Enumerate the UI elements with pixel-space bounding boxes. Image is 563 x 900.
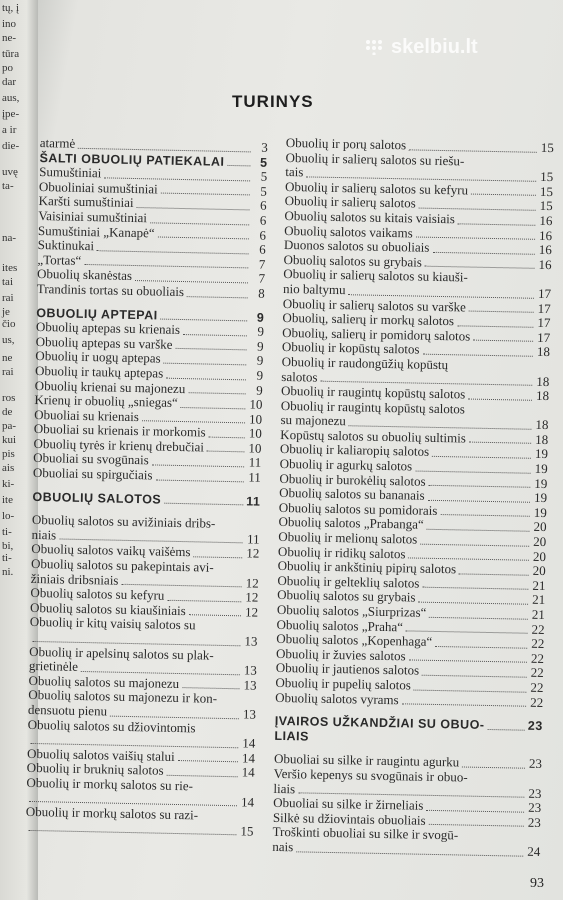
page-number: 93 [530, 876, 544, 891]
toc-entry-title: ŠALTI OBUOLIŲ PATIEKALAI [39, 150, 225, 169]
dot-leader [432, 252, 534, 255]
toc-entry-page: 6 [259, 198, 267, 214]
toc-entry-title: Trandinis tortas su obuoliais [36, 280, 185, 299]
dot-leader [428, 500, 530, 503]
toc-entry-title: Obuolių ir gelteklių salotos [277, 572, 420, 591]
toc-entry-title: Obuoliai su spirgučiais [32, 464, 153, 483]
prev-page-fragment: je [2, 306, 10, 318]
prev-page-fragment: pis [2, 448, 15, 460]
prev-page-fragment: ites [2, 262, 18, 274]
toc-entry-title: Obuolių ir raugintų kopūstų salotos [280, 397, 466, 417]
toc-entry-page: 10 [248, 411, 263, 427]
prev-page-fragment: tai [2, 276, 13, 288]
toc-entry-page: 18 [535, 417, 549, 433]
toc-entry-page: 12 [245, 575, 259, 591]
toc-entry-page: 10 [249, 396, 263, 412]
toc-entry-title: Obuolių ir salierų salotos su kefyru [284, 178, 469, 198]
toc-entry-page: 23 [527, 814, 542, 830]
toc-entry-page: 9 [256, 338, 264, 354]
toc-entry-title: Silkė su džiovintais obuoliais [272, 809, 426, 828]
dot-leader [227, 165, 250, 166]
dot-leader [167, 600, 241, 603]
toc-entry-title: Obuolių krienai su majonezu [34, 377, 186, 396]
dot-leader [150, 222, 249, 225]
toc-entry-page: 20 [532, 548, 547, 564]
toc-entry-page: 17 [537, 314, 551, 331]
watermark-text: skelbiu.lt [391, 36, 478, 58]
toc-entry-title: Obuolių salotos „Praha“ [276, 616, 404, 634]
prev-page-fragment: a ir [2, 124, 17, 136]
prev-page-fragment: de [2, 406, 13, 418]
toc-entry-page: 15 [540, 169, 554, 185]
toc-entry-title: Obuolių salotos vaikų vaišėms [31, 541, 191, 560]
toc-entry-title: Krienų ir obuolių „sniegas“ [34, 392, 178, 411]
toc-entry-page: 19 [534, 446, 549, 462]
toc-entry-page: 11 [246, 531, 260, 547]
toc-entry-title: Obuolių aptepas su varške [35, 333, 173, 352]
dot-leader [207, 451, 245, 453]
prev-page-fragment: bi, [2, 540, 14, 552]
toc-entry-title: OBUOLIŲ APTEPAI [36, 305, 158, 323]
prev-page-fragment: pa- [2, 420, 17, 432]
toc-entry-page: 12 [246, 545, 260, 562]
dot-leader [414, 689, 527, 692]
toc-entry-page: 19 [534, 475, 548, 491]
dot-leader [166, 775, 237, 777]
toc-entry-page: 13 [243, 662, 258, 678]
toc-entry-title: niais [31, 526, 57, 543]
toc-entry-page: 5 [260, 183, 268, 199]
toc-entry-title: tais [285, 164, 304, 180]
toc-entry-page: 14 [242, 735, 256, 751]
dot-leader [418, 602, 528, 605]
toc-entry-title: žiniais dribsniais [30, 570, 119, 588]
dot-leader [183, 334, 247, 336]
toc-entry-title: densuotu pienu [27, 701, 108, 719]
toc-entry-title: grietinėle [28, 658, 79, 675]
toc-entry-title: Obuolių ir kopūstų salotos [281, 339, 420, 357]
toc-entry-title: Obuolių ir raugintų kopūstų salotos [280, 383, 466, 402]
toc-entry-title: Obuolių salotos su majonezu ir kon- [28, 687, 218, 707]
toc-entry-page: 10 [248, 440, 262, 456]
toc-entry-page: 22 [530, 665, 544, 681]
toc-entry-title: Obuolių salotos vaikams [284, 222, 413, 241]
toc-entry-title: Obuoliai su krienais ir morkomis [33, 421, 206, 440]
dot-leader [178, 760, 238, 762]
prev-page-fragment: ite [2, 494, 13, 506]
toc-entry-page: 16 [538, 242, 553, 258]
dot-leader [415, 470, 530, 473]
toc-entry-page: 9 [256, 382, 263, 398]
prev-page-fragment: ki- [2, 478, 15, 490]
toc-entry-title: liais [273, 780, 296, 796]
prev-page-fragment: ne- [2, 32, 17, 44]
toc-entry-page: 20 [532, 563, 546, 579]
prev-page-fragment: tūra [2, 48, 20, 60]
toc-entry-page: 15 [540, 139, 554, 156]
prev-page-fragment: rai [2, 366, 14, 378]
dot-leader [468, 398, 532, 400]
toc-entry-title: Obuolių salotos su džiovintomis [27, 716, 196, 735]
toc-entry-page: 21 [531, 606, 546, 623]
prev-page-fragment: na- [2, 232, 17, 244]
page-title: TURINYS [232, 92, 314, 111]
toc-entry-title: Obuolių ir porų salotos [285, 135, 407, 153]
dot-leader [175, 348, 246, 350]
dot-leader [209, 436, 245, 438]
prev-page-fragment: ne [2, 352, 13, 364]
toc-entry-title: su majonezu [280, 412, 347, 429]
toc-entry-title: Obuolių ir morkų salotos su razi- [25, 803, 199, 823]
prev-page-fragment: ais [2, 462, 15, 474]
toc-entry-page: 14 [241, 750, 256, 766]
dot-leader [427, 529, 530, 532]
dot-leader [469, 311, 534, 313]
toc-entry-page: 15 [539, 183, 554, 199]
dot-leader [402, 703, 526, 706]
toc-entry-title: Obuolių salotos „Prabanga“ [278, 514, 424, 533]
toc-entry-title: Karšti sumuštiniai [38, 193, 134, 211]
toc-entry-page: 11 [248, 469, 262, 485]
dot-leader [422, 587, 528, 590]
toc-entry-title: Obuolių, salierų ir morkų salotos [282, 310, 455, 329]
prev-page-fragment: ino [2, 18, 17, 30]
toc-entry-page: 20 [533, 533, 547, 550]
toc-entry-page: 8 [258, 285, 265, 301]
toc-entry-page: 22 [531, 621, 545, 637]
toc-section-heading [32, 490, 260, 509]
dot-leader [187, 296, 248, 298]
toc-entry-page: 21 [532, 577, 546, 593]
toc-entry-title: Obuolių ir salierų salotos su varške [282, 295, 466, 315]
toc-entry-page: 9 [256, 352, 264, 369]
dot-leader [416, 237, 535, 240]
toc-entry-page: 16 [539, 212, 553, 229]
toc-entry-title: atarmė [39, 135, 76, 151]
dot-leader [158, 237, 249, 240]
toc-entry-title: Obuolių ir taukų aptepas [34, 362, 164, 381]
toc-entry-title: Obuolių ir raudongūžių kopūstų [281, 353, 449, 373]
toc-entry-title: „Tortas“ [37, 251, 82, 268]
dot-leader [458, 223, 536, 225]
toc-entry-page: 15 [539, 198, 553, 214]
toc-entry-title: Obuolių salotos su bananais [279, 485, 425, 503]
dot-leader [152, 464, 244, 467]
toc-entry-title: Obuoliai su silke ir raugintu agurku [273, 751, 460, 770]
dot-leader [471, 194, 536, 196]
toc-entry-title: Obuolių salotos su grybais [277, 587, 416, 605]
toc-entry-page: 9 [257, 323, 265, 339]
dot-leader [435, 646, 527, 649]
toc-entry-title: Obuolių salotos „Kopenhaga“ [276, 631, 433, 650]
toc-entry-title: Obuolių ir agurkų salotos [279, 456, 413, 474]
prev-page-fragment: lo- [2, 510, 15, 522]
toc-entry-page: 16 [539, 227, 553, 243]
toc-entry-title: Veršio kepenys su svogūnais ir obuo- [273, 765, 468, 785]
dot-leader [164, 363, 247, 366]
dot-leader [420, 543, 529, 546]
toc-entry-title: Obuolių skanėstas [36, 266, 133, 284]
toc-entry-page: 22 [530, 694, 544, 710]
toc-entry-page: 17 [537, 285, 552, 302]
toc-entry-page: 11 [248, 454, 262, 471]
toc-entry-title: Obuolių ir ankštinių pipirų salotos [277, 558, 457, 577]
toc-entry-page: 18 [535, 431, 549, 447]
toc-entry-page: 23 [527, 718, 543, 734]
dot-leader [432, 456, 531, 459]
prev-page-fragment: ti- [2, 552, 12, 564]
dot-leader [459, 573, 529, 575]
toc-entry-title: Sumuštiniai [39, 164, 102, 181]
toc-entry-page: 14 [240, 793, 255, 810]
toc-entry-page: 13 [243, 677, 257, 693]
dot-leader [422, 675, 527, 678]
prev-page-fragment: ta- [2, 180, 14, 192]
dot-leader [487, 729, 524, 731]
prev-page-fragment: aus, [2, 92, 20, 104]
dot-leader [429, 616, 528, 619]
dot-leader [409, 660, 527, 663]
toc-entry-title: Obuolių ir ridikų salotos [277, 543, 406, 561]
watermark [365, 36, 478, 59]
toc-entry-title: Obuoliai su krienais [34, 406, 140, 424]
toc-entry-title: Obuolių ir salierų salotos su kiauši- [283, 266, 468, 285]
toc-entry-title: Obuolių salotos su pomidorais [278, 499, 438, 518]
toc-entry-page: 17 [537, 329, 551, 345]
toc-entry-title: Obuolių ir salierų salotos [284, 193, 416, 211]
dot-leader [457, 325, 533, 327]
dot-leader [28, 830, 236, 835]
toc-entry-title: Obuolių salotos su kitais vaisiais [284, 207, 456, 227]
toc-entry-title: Obuolių ir salierų salotos su riešu- [285, 149, 465, 169]
toc-entry-title: Obuolių ir jautienos salotos [275, 660, 420, 679]
dot-leader [429, 485, 531, 488]
prev-page-fragment: įpe- [2, 108, 20, 120]
toc-entry-title: Obuolių ir melionų salotos [278, 528, 418, 547]
prev-page-fragment: po [2, 62, 13, 74]
toc-entry-page: 21 [531, 592, 546, 608]
toc-entry-page: 13 [244, 633, 258, 649]
dot-leader [166, 377, 246, 380]
prev-page-fragment: ros [2, 392, 16, 404]
toc-entry-title: OBUOLIŲ SALOTOS [32, 489, 162, 507]
toc-entry-page: 6 [259, 241, 266, 257]
toc-entry-page: 10 [248, 425, 262, 441]
dot-leader [164, 503, 243, 506]
toc-entry-title: Obuolių salotos su pakepintais avi- [30, 555, 214, 575]
toc-entry-title: Sumuštiniai „Kanapė“ [37, 222, 155, 240]
watermark-dots-icon [365, 39, 387, 55]
prev-page-fragment: dar [2, 76, 17, 88]
toc-entry-page: 7 [258, 270, 266, 287]
toc-entry-title: salotos [281, 368, 318, 385]
toc-entry-page: 17 [537, 300, 551, 316]
toc-entry-page: 6 [259, 227, 267, 243]
toc-entry-page: 9 [256, 367, 264, 383]
toc-entry-title: nio baltymu [282, 280, 346, 298]
prev-page-fragment: us, [2, 334, 15, 346]
toc-entry-page: 18 [536, 373, 550, 389]
toc-entry-title: Obuolių ir apelsinų salotos su plak- [29, 643, 214, 663]
toc-entry-title: Obuolių ir pupelių salotos [275, 674, 412, 693]
toc-entry-page: 20 [533, 519, 547, 535]
toc-entry-title: Obuolių salotos „Siurprizas“ [276, 601, 427, 620]
dot-leader [182, 687, 239, 689]
toc-right-column [272, 136, 554, 860]
toc-entry-title: nais [272, 838, 294, 855]
toc-entry-title: Obuolių ir uogų aptepas [35, 348, 161, 366]
toc-entry-title: Suktinukai [37, 237, 95, 254]
toc-entry-page: 6 [259, 212, 267, 228]
toc-entry-title: Obuolių salotos su avižiniais dribs- [31, 512, 216, 532]
dot-leader [462, 766, 525, 768]
dot-leader [188, 392, 245, 394]
prev-page-fragment: ti- [2, 526, 12, 538]
toc-entry-page: 14 [241, 764, 255, 780]
toc-entry-page: 22 [530, 679, 544, 696]
toc-entry-page: 23 [528, 756, 543, 772]
toc-entry-page: 15 [240, 823, 254, 839]
prev-page-fragment: die- [2, 140, 20, 152]
toc-entry-title: Obuolių salotos su kiaušiniais [29, 599, 186, 618]
prev-page-fragment: ni. [2, 566, 14, 578]
toc-entry-title: Obuolių salotos vyrams [275, 689, 399, 707]
toc-entry-title: Duonos salotos su obuoliais [283, 237, 430, 255]
toc-entry-title: Kopūstų salotos su obuolių sultimis [280, 426, 467, 446]
toc-entry-page: 19 [533, 504, 547, 520]
toc-entry-title: Obuolių aptepas su krienais [35, 319, 181, 338]
toc-entry-title: Obuolių ir bruknių salotos [26, 760, 164, 779]
toc-entry-page: 12 [244, 604, 259, 620]
toc-entry-page: 23 [528, 799, 542, 816]
toc-entry-page: 19 [534, 460, 548, 477]
dot-leader [136, 207, 249, 210]
toc-entry-title: ĮVAIROS UŽKANDŽIAI SU OBUO- [274, 714, 485, 733]
toc-entry-title: Obuolių salotos su majonezu [28, 672, 180, 691]
dot-leader [155, 479, 243, 482]
toc-entry-page: 9 [256, 310, 265, 325]
dot-leader [161, 193, 250, 196]
toc-entry-page: 7 [258, 256, 266, 272]
toc-entry-page: 16 [538, 256, 552, 272]
toc-entry-title: Troškinti obuoliai su silke ir svogū- [272, 824, 459, 843]
toc-entry-title: Obuolių tyrės ir krienų drebučiai [33, 435, 205, 455]
prev-page-fragment: tų, į [2, 2, 20, 14]
dot-leader [473, 340, 533, 342]
toc-entry-title: Obuolių ir kitų vaisių salotos su [29, 614, 196, 633]
toc-entry-page: 11 [246, 494, 261, 509]
toc-entry-page: 13 [242, 706, 257, 722]
toc-entry-page: 3 [261, 139, 268, 155]
toc-entry-page: 18 [535, 387, 550, 404]
toc-entry-page: 5 [260, 168, 268, 184]
toc-entry-title: Obuolių ir žuvies salotos [275, 645, 406, 664]
toc-entry-title: Obuoliai su silke ir žirneliais [273, 795, 424, 813]
toc-left-column [25, 136, 268, 839]
dot-leader [426, 810, 524, 813]
prev-page-fragment: rai [2, 292, 14, 304]
dot-leader [189, 615, 241, 617]
toc-entry-page: 22 [530, 650, 545, 666]
toc-entry-title: LIAIS [274, 728, 310, 744]
toc-entry-title: Obuolių ir burokėlių salotos [279, 470, 426, 489]
toc-entry-title: Obuoliai su svogūnais [33, 450, 149, 468]
toc-entry-title: Obuoliniai sumuštiniai [38, 178, 158, 197]
toc-entry-title: Obuolių salotos su kefyru [30, 585, 165, 603]
toc-entry-title: Obuolių, salierų ir pomidorų salotos [282, 324, 471, 344]
toc-entry-title: Obuolių ir morkų salotos su rie- [26, 774, 194, 794]
toc-entry-page: 5 [259, 155, 268, 170]
toc-entry-title: Obuolių salotos su grybais [283, 251, 423, 270]
dot-leader [440, 514, 529, 517]
dot-leader [193, 556, 242, 558]
toc-entry-page: 22 [531, 635, 545, 652]
toc-entry-title: Obuolių ir kaliaropių salotos [279, 441, 430, 460]
dot-leader [296, 851, 523, 856]
toc-entry-title: Vaisiniai sumuštiniai [38, 207, 148, 226]
prev-page-fragment: čio [2, 318, 16, 330]
toc-entry-page: 19 [533, 490, 548, 506]
prev-page-fragment: uvę [2, 166, 18, 178]
dot-leader [469, 442, 531, 444]
toc-entry-title: Obuolių salotos vaišių stalui [26, 745, 175, 764]
toc-entry-page: 24 [527, 843, 541, 859]
toc-entry-page: 18 [536, 344, 551, 360]
toc-entry-page: 12 [245, 589, 259, 605]
toc-entry-page: 23 [528, 785, 542, 801]
prev-page-fragment: kui [2, 434, 17, 446]
dot-leader [181, 407, 246, 409]
